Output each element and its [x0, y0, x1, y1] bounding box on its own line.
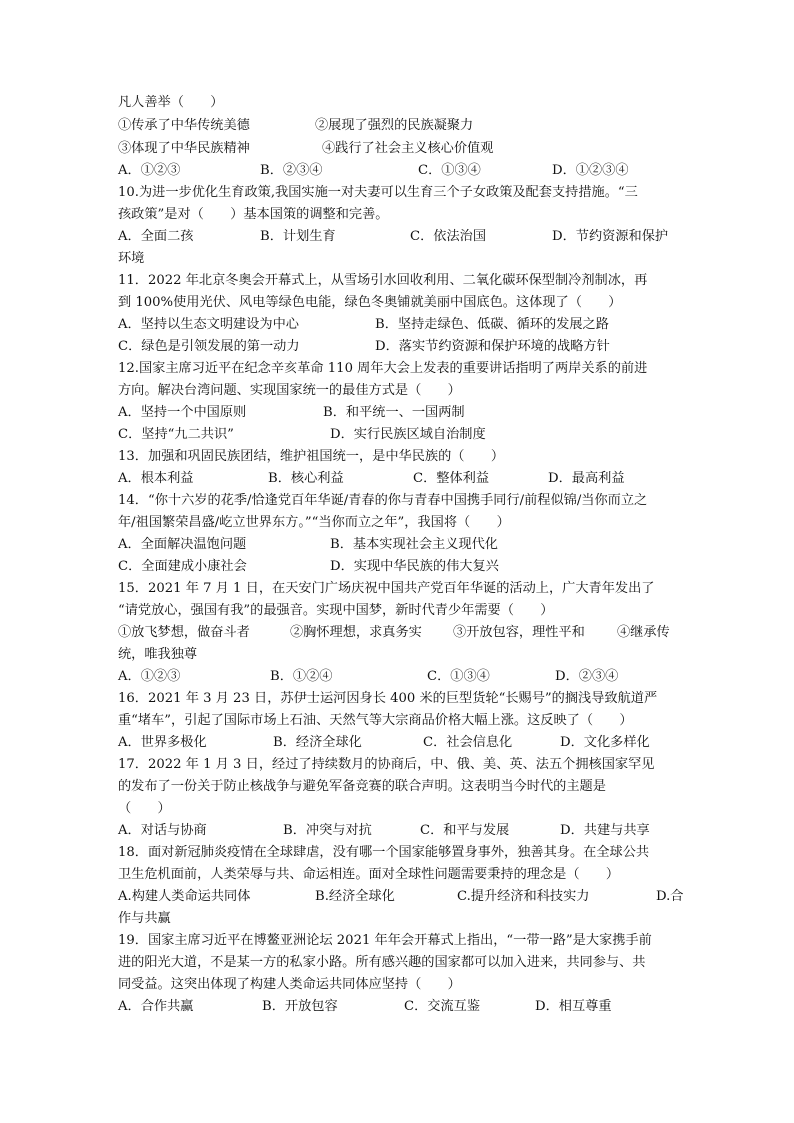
q9-item-1: ①传承了中华传统美德: [118, 118, 250, 133]
q13-option-c: C．整体利益: [413, 471, 490, 486]
q12-option-d: D．实行民族区域自治制度: [330, 427, 486, 442]
q18-option-a: A.构建人类命运共同体: [118, 889, 251, 904]
q19-option-c: C．交流互鉴: [404, 999, 481, 1014]
q19-option-a: A．合作共赢: [118, 999, 194, 1014]
q17-option-c: C．和平与发展: [420, 823, 510, 838]
question-10-line-2: 孩政策”是对（ ）基本国策的调整和完善。: [118, 207, 389, 222]
q14-option-c: C．全面建成小康社会: [118, 559, 247, 574]
q12-option-a: A．坚持一个中国原则: [118, 405, 247, 420]
question-19-line-3: 同受益。这突出体现了构建人类命运共同体应坚持（ ）: [118, 977, 461, 992]
q15-option-d: D．②③④: [555, 669, 619, 684]
q16-option-d: D．文化多样化: [560, 735, 650, 750]
q15-item-4: ④继承传: [617, 625, 670, 640]
q11-option-d: D．落实节约资源和保护环境的战略方针: [375, 339, 610, 354]
question-12-line-1: 12.国家主席习近平在纪念辛亥革命 110 周年大会上发表的重要讲话指明了两岸关系的前进: [118, 361, 648, 376]
q17-option-b: B．冲突与对抗: [283, 823, 372, 838]
q13-option-b: B．核心利益: [268, 471, 344, 486]
q11-option-c: C．绿色是引领发展的第一动力: [118, 339, 300, 354]
q16-option-b: B．经济全球化: [273, 735, 362, 750]
q15-item-1: ①放飞梦想，做奋斗者: [118, 625, 250, 640]
q17-option-d: D．共建与共享: [560, 823, 650, 838]
q11-option-b: B．坚持走绿色、低碳、循环的发展之路: [375, 317, 609, 332]
q15-item-2: ②胸怀理想，求真务实: [290, 625, 422, 640]
question-14-line-1: 14．“你十六岁的花季/恰逢党百年华诞/青春的你与青春中国携手同行/前程似锦/当你而立之: [118, 493, 648, 508]
q10-option-d-continued: 环境: [118, 251, 145, 266]
q10-option-a: A．全面二孩: [118, 229, 194, 244]
question-17-line-3: （ ）: [118, 801, 171, 816]
q15-option-b: B．①②④: [270, 669, 333, 684]
q9-option-b: B．②③④: [260, 163, 323, 178]
question-14-line-2: 年/祖国繁荣昌盛/屹立世界东方。”“当你而立之年”，我国将（ ）: [118, 515, 510, 530]
q12-option-c: C．坚持“九二共识”: [118, 427, 234, 442]
q9-item-4: ④践行了社会主义核心价值观: [322, 141, 494, 156]
question-12-line-2: 方向。解决台湾问题、实现国家统一的最佳方式是（ ）: [118, 383, 461, 398]
question-19-line-2: 进的阳光大道，不是某一方的私家小路。所有感兴趣的国家都可以加入进来，共同参与、共: [118, 955, 646, 970]
question-16-line-1: 16．2021 年 3 月 23 日，苏伊士运河因身长 400 米的巨型货轮“长赐号”的搁浅导致航道严: [118, 691, 658, 706]
question-11-line-1: 11．2022 年北京冬奥会开幕式上，从雪场引水回收利用、二氧化碳环保型制冷剂制冰，再: [118, 273, 648, 288]
q9-option-d: D．①②③④: [552, 163, 629, 178]
q15-item-3: ③开放包容，理性平和: [453, 625, 585, 640]
question-18-line-2: 卫生危机面前，人类荣辱与共、命运相连。面对全球性问题需要秉持的理念是（ ）: [118, 867, 620, 882]
q10-option-c: C．依法治国: [410, 229, 487, 244]
q15-option-c: C．①③④: [427, 669, 490, 684]
question-16-line-2: 重“堵车”，引起了国际市场上石油、天然气等大宗商品价格大幅上涨。这反映了（ ）: [118, 713, 633, 728]
q19-option-d: D．相互尊重: [535, 999, 612, 1014]
q12-option-b: B．和平统一、一国两制: [323, 405, 465, 420]
question-13-line-1: 13．加强和巩固民族团结，维护祖国统一，是中华民族的（ ）: [118, 449, 505, 464]
q16-option-a: A．世界多极化: [118, 735, 207, 750]
q13-option-d: D．最高利益: [548, 471, 625, 486]
q18-option-d: D.合: [656, 889, 684, 904]
question-17-line-1: 17．2022 年 1 月 3 日，经过了持续数月的协商后，中、俄、美、英、法五个拥核国家罕见: [118, 757, 655, 772]
q9-item-3: ③体现了中华民族精神: [118, 141, 250, 156]
q14-option-d: D．实现中华民族的伟大复兴: [330, 559, 499, 574]
q15-option-a: A．①②③: [118, 669, 181, 684]
q10-option-b: B．计划生育: [260, 229, 336, 244]
q11-option-a: A．坚持以生态文明建设为中心: [118, 317, 299, 332]
q19-option-b: B．开放包容: [262, 999, 338, 1014]
q14-option-a: A．全面解决温饱问题: [118, 537, 247, 552]
q18-option-d-continued: 作与共赢: [118, 911, 171, 926]
q9-option-a: A．①②③: [118, 163, 181, 178]
q9-item-2: ②展现了强烈的民族凝聚力: [315, 118, 474, 133]
q14-option-b: B．基本实现社会主义现代化: [330, 537, 498, 552]
q13-option-a: A．根本利益: [118, 471, 194, 486]
question-15-line-2: “请党放心，强国有我”的最强音。实现中国梦，新时代青少年需要（ ）: [118, 603, 554, 618]
question-11-line-2: 到 100%使用光伏、风电等绿色电能，绿色冬奥铺就美丽中国底色。这体现了（ ）: [118, 295, 622, 310]
q18-option-c: C.提升经济和科技实力: [457, 889, 590, 904]
question-15-line-1: 15．2021 年 7 月 1 日，在天安门广场庆祝中国共产党百年华诞的活动上，广大青年发出了: [118, 581, 655, 596]
question-17-line-2: 的发布了一份关于防止核战争与避免军备竞赛的联合声明。这表明当今时代的主题是: [118, 779, 606, 794]
q9-option-c: C．①③④: [418, 163, 481, 178]
question-9-stem: 凡人善举（ ）: [118, 95, 224, 110]
q18-option-b: B.经济全球化: [315, 889, 395, 904]
q16-option-c: C．社会信息化: [423, 735, 513, 750]
q10-option-d: D．节约资源和保护: [552, 229, 669, 244]
question-10-line-1: 10.为进一步优化生育政策,我国实施一对夫妻可以生育三个子女政策及配套支持措施。“三: [118, 185, 638, 200]
question-18-line-1: 18．面对新冠肺炎疫情在全球肆虐，没有哪一个国家能够置身事外，独善其身。在全球公共: [118, 845, 650, 860]
question-19-line-1: 19．国家主席习近平在博鳌亚洲论坛 2021 年年会开幕式上指出，“一带一路”是大家携手前: [118, 933, 652, 948]
q17-option-a: A．对话与协商: [118, 823, 207, 838]
q15-item-4-continued: 统，唯我独尊: [118, 647, 198, 662]
